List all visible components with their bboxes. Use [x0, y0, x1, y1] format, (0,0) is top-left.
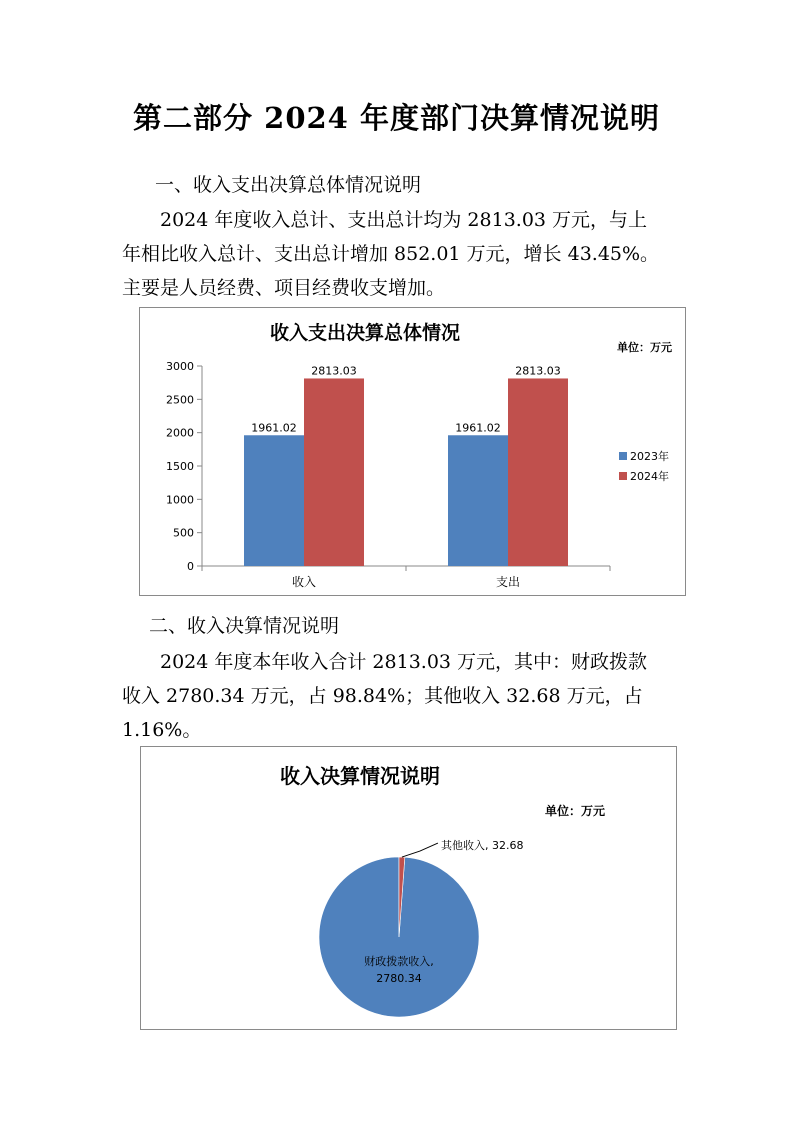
section2-line1: 2024 年度本年收入合计 2813.03 万元，其中：财政拨款 [160, 651, 648, 673]
bar-2-2 [508, 378, 568, 566]
y-tick-label: 1500 [166, 460, 194, 473]
y-tick-label: 2500 [166, 393, 194, 407]
section1-line1: 2024 年度收入总计、支出总计均为 2813.03 万元，与上 [160, 209, 648, 231]
bar-chart [140, 308, 685, 595]
section2-body [122, 645, 682, 747]
bar-chart-frame [139, 307, 686, 596]
pie-label-value: 2780.34 [376, 972, 422, 985]
y-tick-label: 1000 [166, 493, 194, 507]
bar-chart-unit: 单位：万元 [617, 341, 672, 354]
section2-line2: 收入 2780.34 万元，占 98.84%；其他收入 32.68 万元，占 [122, 685, 643, 707]
pie-chart-unit: 单位：万元 [545, 804, 606, 818]
legend-label: 2024年 [630, 470, 669, 483]
bar-data-label: 1961.02 [251, 421, 297, 435]
section2-line3: 1.16%。 [122, 719, 202, 741]
bar-chart-title: 收入支出决算总体情况 [269, 322, 461, 344]
x-tick-label: 收入 [291, 575, 317, 589]
pie-chart-frame [140, 746, 677, 1030]
pie-leader-line [402, 843, 438, 857]
section2-heading: 二、收入决算情况说明 [149, 615, 340, 637]
section1-line3: 主要是人员经费、项目经费收支增加。 [122, 277, 446, 299]
pie-label-other: 其他收入, 32.68 [441, 839, 524, 852]
y-tick-label: 0 [187, 560, 194, 573]
section1-body [122, 203, 682, 305]
bar-2-1 [304, 378, 364, 566]
bar-1-2 [448, 435, 508, 566]
legend-label: 2023年 [630, 450, 669, 463]
y-tick-label: 500 [173, 526, 194, 540]
bar-data-label: 1961.02 [455, 421, 501, 435]
bar-data-label: 2813.03 [515, 364, 561, 378]
legend-swatch [619, 472, 627, 480]
legend-swatch [619, 452, 627, 460]
x-tick-label: 支出 [495, 575, 521, 589]
section1-heading: 一、收入支出决算总体情况说明 [155, 174, 422, 196]
page-title: 第二部分 2024 年度部门决算情况说明 [133, 101, 660, 135]
bar-data-label: 2813.03 [311, 364, 357, 378]
section1-line2: 年相比收入总计、支出总计增加 852.01 万元，增长 43.45%。 [122, 243, 660, 265]
pie-label-name: 财政拨款收入, [364, 955, 434, 968]
y-tick-label: 3000 [166, 360, 194, 373]
pie-chart-title: 收入决算情况说明 [280, 764, 440, 788]
bar-1-1 [244, 435, 304, 566]
pie-chart [141, 747, 676, 1029]
y-tick-label: 2000 [166, 426, 194, 440]
